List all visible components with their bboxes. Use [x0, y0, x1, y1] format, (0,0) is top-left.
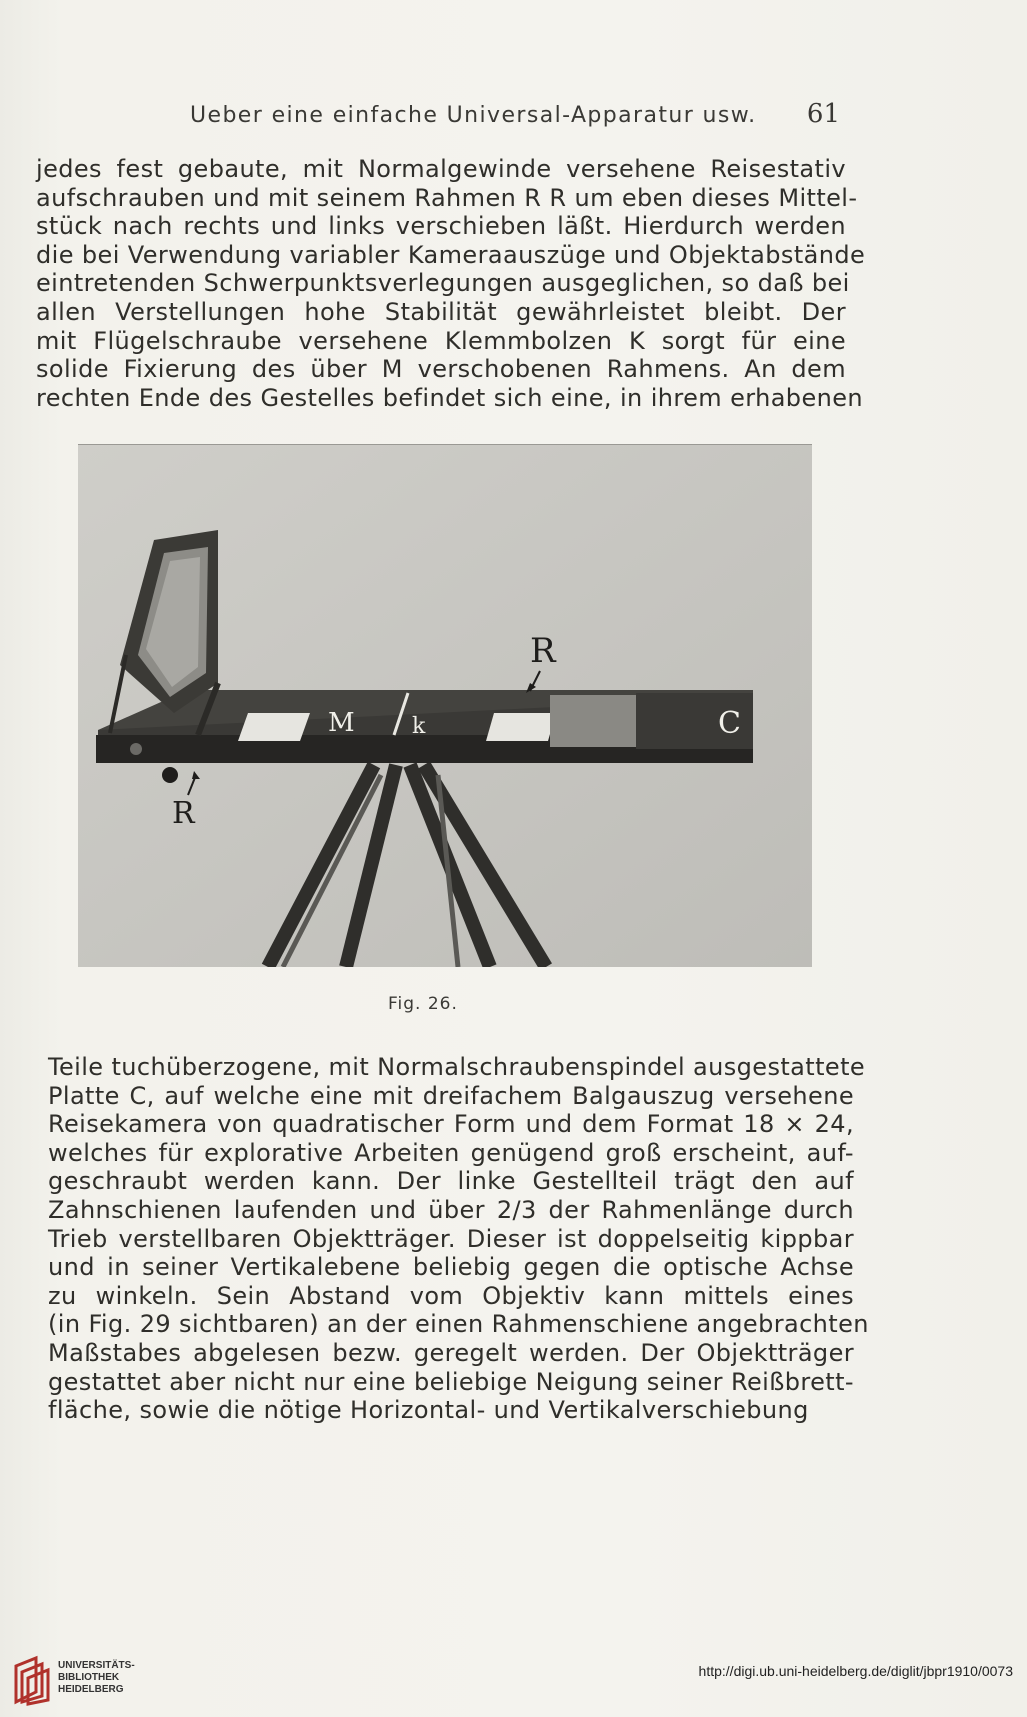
text-line: Reisekamera von quadratischer Form und dem Format 18 × 24, — [48, 1110, 854, 1139]
text-line: solide Fixierung des über M verschobenen Rahmens. An dem — [36, 355, 846, 384]
logo-line: BIBLIOTHEK — [58, 1672, 120, 1683]
label-r-top: R — [530, 631, 556, 671]
text-line: und in seiner Vertikalebene beliebig gegen die optische Achse — [48, 1253, 854, 1282]
label-k: k — [412, 714, 426, 739]
text-line: aufschrauben und mit seinem Rahmen R R um eben dieses Mittel- — [36, 183, 858, 212]
text-line: rechten Ende des Gestelles befindet sich eine, in ihrem erhabenen — [36, 383, 863, 412]
platte-c — [550, 695, 636, 747]
library-logo-icon — [10, 1652, 54, 1708]
text-line: Zahnschienen laufenden und über 2/3 der Rahmenlänge durch — [48, 1195, 854, 1224]
page-number: 61 — [806, 99, 840, 129]
paragraph-2 — [48, 1053, 869, 1425]
running-title: Ueber eine einfache Universal-Apparatur usw. — [190, 103, 757, 128]
text-line: Platte C, auf welche eine mit dreifachem Balgauszug versehene — [48, 1081, 854, 1110]
logo-line: UNIVERSITÄTS- — [58, 1660, 135, 1671]
text-line: eintretenden Schwerpunktsverlegungen ausgeglichen, so daß bei — [36, 269, 850, 298]
paragraph-1 — [36, 155, 866, 412]
running-head — [190, 99, 840, 137]
text-line: allen Verstellungen hohe Stabilität gewährleistet bleibt. Der — [36, 297, 846, 326]
text-line: stück nach rechts und links verschieben läßt. Hierdurch werden — [36, 212, 846, 241]
text-line: gestattet aber nicht nur eine beliebige Neigung seiner Reißbrett- — [48, 1367, 854, 1396]
apparatus-photo — [78, 445, 812, 967]
source-url-link[interactable]: http://digi.ub.uni-heidelberg.de/diglit/jbpr1910/0073 — [698, 1663, 1013, 1679]
text-line: Maßstabes abgelesen bezw. geregelt werden. Der Objektträger — [48, 1338, 854, 1367]
text-line: mit Flügelschraube versehene Klemmbolzen K sorgt für eine — [36, 326, 846, 355]
label-r-left: R — [172, 796, 195, 831]
figure-photograph — [78, 444, 812, 967]
text-line: die bei Verwendung variabler Kameraauszüge und Objektabstände — [36, 240, 866, 269]
figure-caption: Fig. 26. — [388, 994, 458, 1014]
text-line: (in Fig. 29 sichtbaren) an der einen Rahmenschiene angebrachten — [48, 1310, 869, 1339]
label-m: M — [328, 708, 355, 738]
text-line: jedes fest gebaute, mit Normalgewinde versehene Reisestativ — [36, 155, 846, 183]
library-logo[interactable] — [10, 1652, 160, 1708]
text-line: Teile tuchüberzogene, mit Normalschraubenspindel ausgestattete — [48, 1053, 866, 1081]
text-line: zu winkeln. Sein Abstand vom Objektiv kann mittels eines — [48, 1281, 854, 1310]
text-line: welches für explorative Arbeiten genügend groß erscheint, auf- — [48, 1138, 854, 1167]
text-line: geschraubt werden kann. Der linke Gestellteil trägt den auf — [48, 1167, 854, 1196]
logo-line: HEIDELBERG — [58, 1684, 124, 1695]
text-line: Trieb verstellbaren Objektträger. Dieser ist doppelseitig kippbar — [48, 1224, 854, 1253]
label-c: C — [718, 706, 741, 741]
text-line: fläche, sowie die nötige Horizontal- und Vertikalverschiebung — [48, 1396, 809, 1425]
